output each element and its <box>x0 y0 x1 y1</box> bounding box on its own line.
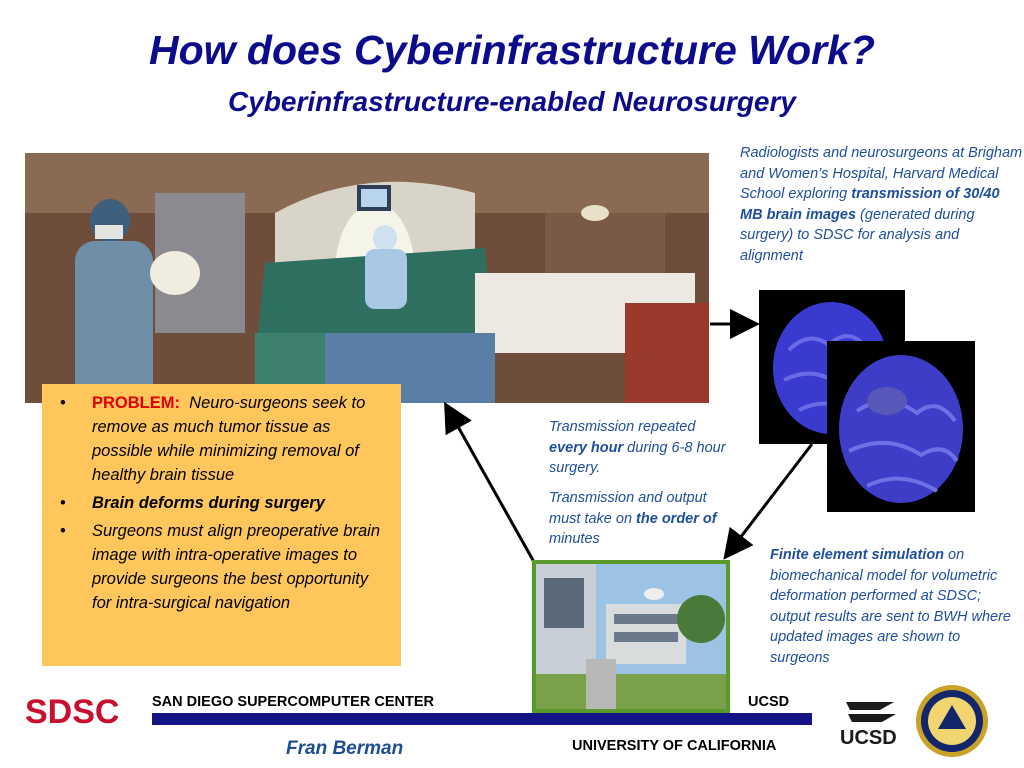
ucsd-label: UCSD <box>748 694 790 710</box>
transmission-repeated-bold: every hour <box>549 439 624 456</box>
sdsc-building-photo <box>532 560 730 713</box>
university-name: UNIVERSITY OF CALIFORNIA <box>572 738 777 754</box>
problem-label: PROBLEM: <box>92 394 180 412</box>
slide-title: How does Cyberinfrastructure Work? <box>149 27 875 73</box>
finite-element-caption <box>770 545 1012 668</box>
sdsc-logo-text: SDSC <box>25 693 120 729</box>
radiologists-caption-text: Radiologists and neurosurgeons at Brigham and Women’s Hospital, Harvard Medical School exploring <box>740 145 1023 202</box>
footer-bar <box>152 713 812 725</box>
sdsc-building-illustration <box>536 564 726 709</box>
center-name: SAN DIEGO SUPERCOMPUTER CENTER <box>152 694 434 710</box>
brain-deforms-text: Brain deforms during surgery <box>92 494 325 512</box>
author-name: Fran Berman <box>286 738 404 759</box>
arrow-to-or <box>447 407 534 562</box>
radiologists-caption-text-end: (generated during surgery) to SDSC for analysis and alignment <box>740 206 975 264</box>
transmission-repeated-text-end: during 6-8 hour surgery. <box>549 439 726 476</box>
transmission-output-text-end: minutes <box>549 531 600 547</box>
transmission-output-bold: the order of <box>636 510 717 527</box>
bullet-icon: • <box>60 394 66 412</box>
uc-seal-icon <box>914 683 990 759</box>
transmission-repeated-text: Transmission repeated <box>549 419 696 435</box>
ucsd-logo-text: UCSD <box>840 727 897 748</box>
sdsc-logo <box>25 693 135 729</box>
radiologists-caption-bold: transmission of 30/40 MB brain images <box>740 186 1000 223</box>
problem-text: Neuro-surgeons seek to remove as much tumor tissue as possible while minimizing removal of healthy brain tissue <box>92 394 366 484</box>
transmission-output-text: Transmission and output must take on <box>549 490 707 527</box>
arrow-to-sdsc <box>727 444 812 555</box>
bullet-icon: • <box>60 494 66 512</box>
finite-element-text: on biomechanical model for volumetric deformation performed at SDSC; output results are sent to BWH where updated images are shown to surgeons <box>770 547 1011 666</box>
finite-element-bold: Finite element simulation <box>770 547 945 563</box>
surgeons-align-text: Surgeons must align preoperative brain image with intra-operative images to provide surgeons the best opportunity for intra-surgical navigation <box>92 522 381 612</box>
slide-subtitle: Cyberinfrastructure-enabled Neurosurgery <box>228 86 796 117</box>
ucsd-logo <box>836 692 908 748</box>
bullet-icon: • <box>60 522 66 540</box>
